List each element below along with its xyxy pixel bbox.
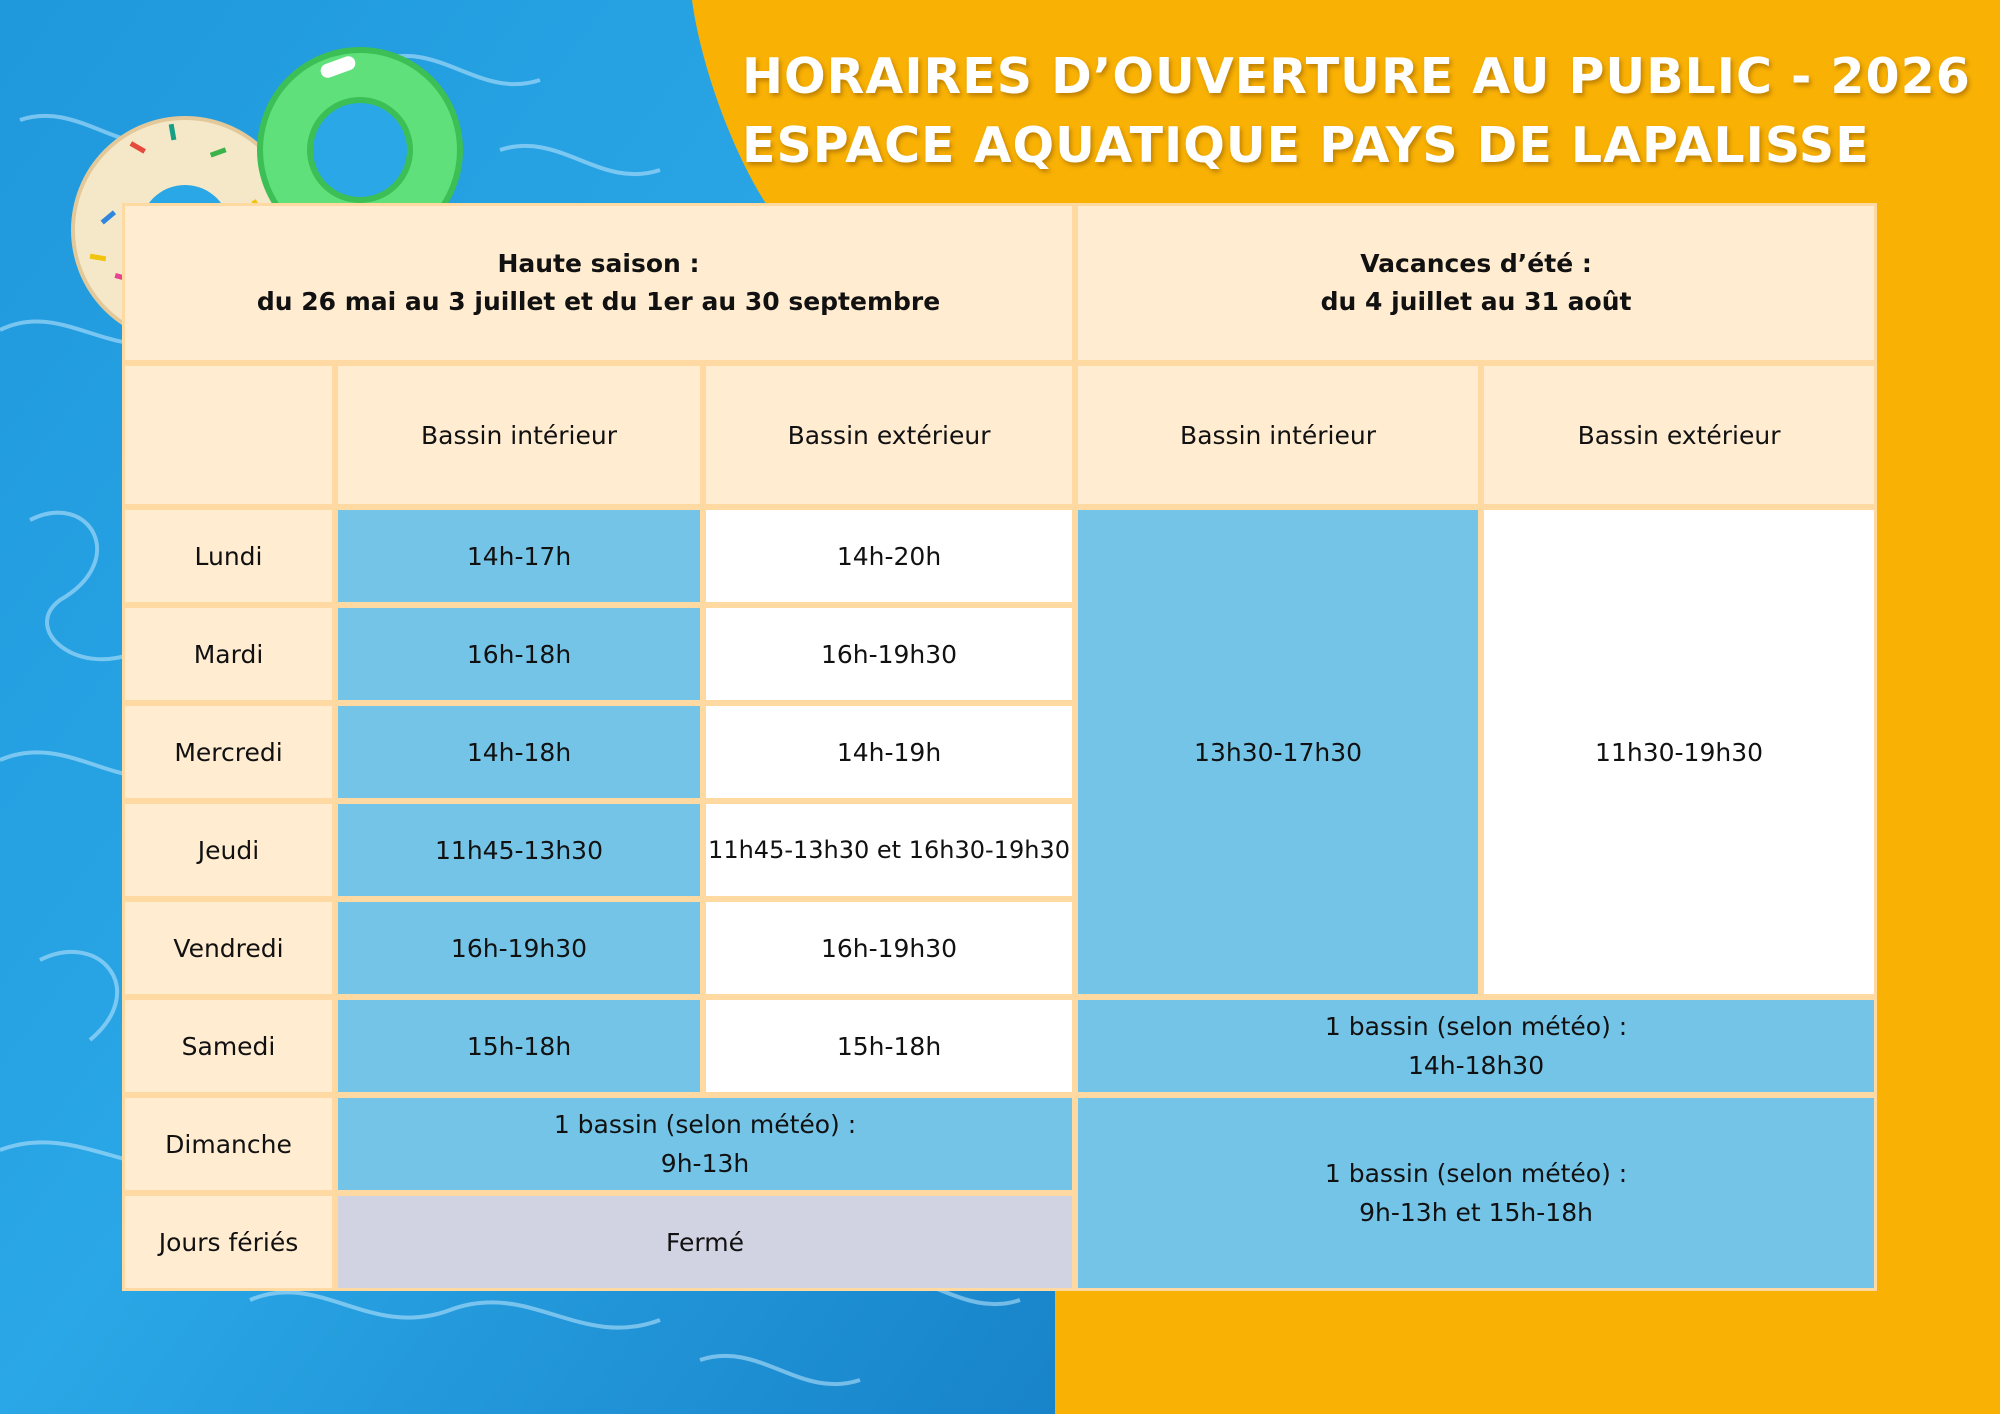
col-haute-interieur: Bassin intérieur <box>335 363 703 507</box>
haute-exterieur-vendredi: 16h-19h30 <box>703 899 1075 997</box>
col-vacances-exterieur: Bassin extérieur <box>1481 363 1877 507</box>
vacances-label: Vacances d’été : <box>1360 249 1592 278</box>
haute-dimanche-line1: 1 bassin (selon météo) : <box>553 1110 857 1139</box>
day-samedi: Samedi <box>122 997 335 1095</box>
haute-exterieur-lundi: 14h-20h <box>703 507 1075 605</box>
day-mercredi: Mercredi <box>122 703 335 801</box>
haute-saison-label: Haute saison : <box>497 249 700 278</box>
vacances-dimanche-line1: 1 bassin (selon météo) : <box>1324 1159 1628 1188</box>
haute-exterieur-jeudi: 11h45-13h30 et 16h30-19h30 <box>703 801 1075 899</box>
haute-interieur-mardi: 16h-18h <box>335 605 703 703</box>
haute-exterieur-mardi: 16h-19h30 <box>703 605 1075 703</box>
day-mardi: Mardi <box>122 605 335 703</box>
haute-interieur-samedi: 15h-18h <box>335 997 703 1095</box>
haute-dimanche <box>335 1095 1075 1193</box>
haute-interieur-jeudi: 11h45-13h30 <box>335 801 703 899</box>
vacances-samedi-line1: 1 bassin (selon météo) : <box>1324 1012 1628 1041</box>
haute-feries-ferme: Fermé <box>335 1193 1075 1291</box>
haute-dimanche-line2: 9h-13h <box>660 1149 750 1178</box>
corner-empty-cell <box>122 363 335 507</box>
vacances-dimanche-line2: 9h-13h et 15h-18h <box>1359 1198 1593 1227</box>
vacances-dates: du 4 juillet au 31 août <box>1320 287 1632 316</box>
day-lundi: Lundi <box>122 507 335 605</box>
day-vendredi: Vendredi <box>122 899 335 997</box>
title-line-1: HORAIRES D’OUVERTURE AU PUBLIC - 2026 <box>742 48 1971 105</box>
col-haute-exterieur: Bassin extérieur <box>703 363 1075 507</box>
haute-exterieur-samedi: 15h-18h <box>703 997 1075 1095</box>
vacances-samedi-line2: 14h-18h30 <box>1407 1051 1545 1080</box>
vacances-exterieur-semaine: 11h30-19h30 <box>1481 507 1877 997</box>
vacances-header <box>1075 203 1877 363</box>
schedule-table <box>122 203 1877 1291</box>
haute-saison-dates: du 26 mai au 3 juillet et du 1er au 30 septembre <box>256 287 941 316</box>
vacances-dimanche-feries <box>1075 1095 1877 1291</box>
haute-interieur-lundi: 14h-17h <box>335 507 703 605</box>
vacances-interieur-semaine: 13h30-17h30 <box>1075 507 1481 997</box>
haute-interieur-vendredi: 16h-19h30 <box>335 899 703 997</box>
page-title <box>742 42 1971 180</box>
haute-saison-header <box>122 203 1075 363</box>
haute-interieur-mercredi: 14h-18h <box>335 703 703 801</box>
haute-exterieur-mercredi: 14h-19h <box>703 703 1075 801</box>
day-dimanche: Dimanche <box>122 1095 335 1193</box>
day-jours-feries: Jours fériés <box>122 1193 335 1291</box>
day-jeudi: Jeudi <box>122 801 335 899</box>
vacances-samedi <box>1075 997 1877 1095</box>
title-line-2: ESPACE AQUATIQUE PAYS DE LAPALISSE <box>742 117 1870 174</box>
col-vacances-interieur: Bassin intérieur <box>1075 363 1481 507</box>
